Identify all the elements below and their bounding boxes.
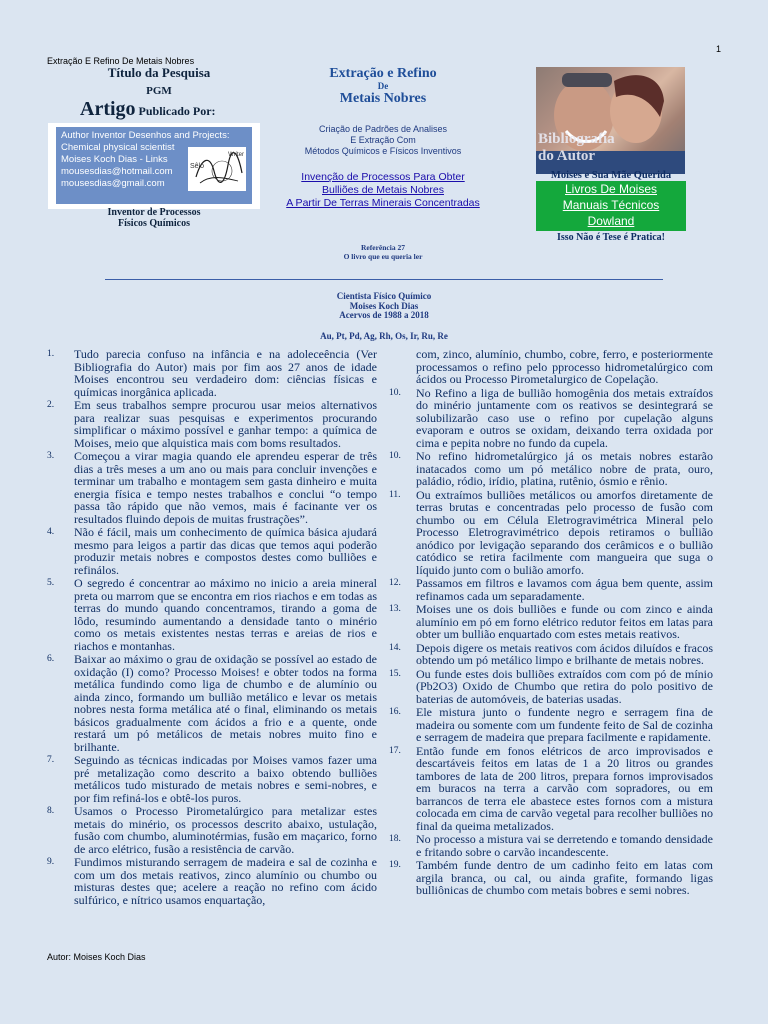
list-text: No Refino a liga de bullião homogênia dos metais extraídos do minério juntamente com os reativos se desintegrará se solubilizarão caso use o refino por cupelação alguns evaporam e outros se oxidam, deixando terra oxidada por cima e pepita nobre no fundo da cupela. [416,385,713,450]
list-number: 6. [47,654,55,664]
list-number: 12. [389,578,401,588]
sig-label: Sêlo [190,163,205,170]
invention-links [266,171,500,210]
list-item [47,348,377,398]
list-number: 17. [389,745,401,756]
list-number: 10. [389,451,401,461]
author-card[interactable] [48,123,260,209]
list-number: 13. [389,604,401,614]
list-text: No refino hidrometalúrgico já os metais nobres estarão inatacados como um pó metálico nobre de prata, ouro, paládio, ródio, irídio, platina, rutênio, ósmio e rênio. [416,449,713,488]
list-text: com, zinco, alumínio, chumbo, cobre, ferro, e posteriormente processamos o refino pelo pprocesso hidrometalúrgico com ácidos ou Processo Pirometalurgico de Copelação. [416,347,713,386]
photo-caption-line: do Autor [538,148,596,164]
published-by-label: Publicado Por: [135,104,216,118]
download-link[interactable]: Dowland [587,214,635,228]
inventor-line: Inventor de Processos [107,207,201,218]
list-number: 16. [389,707,401,717]
author-line: Cientista Físico Químico [336,291,432,301]
list-number: 2. [47,400,55,410]
subtitle-line: Métodos Químicos e Físicos Inventivos [304,146,462,156]
list-text: Passamos em filtros e lavamos com água bem quente, assim refinamos cada um separadamente. [416,576,713,603]
card-line: Moises Koch Dias - Links [61,154,168,165]
list-item [389,706,713,744]
list-text: Baixar ao máximo o grau de oxidação se possível ao estado de oxidação (I) como? Processo Moises! e obter todos na forma metálica fundindo como liga de chumbo e de alumínio ou ainda zinco, formando um bullião metálico e levar os metais nobres nesta forma metálica até o final, eliminando os metais básicos gradualmente com ácidos a frio e a quente, onde restará um pó metálicos de metais nobres muito fino e brilhante. [74,652,377,754]
pgm-label: PGM [146,85,172,97]
list-item [47,450,377,525]
right-column [389,348,713,898]
signature-stamp [188,147,246,191]
list-number: 11. [389,489,401,500]
list-number: 8. [47,806,55,816]
list-item [47,399,377,449]
author-line: Acervos de 1988 a 2018 [339,310,429,320]
photo-caption-line: Bibliografia [538,131,615,147]
artigo-word: Artigo [80,98,136,120]
left-column [47,348,377,907]
list-number: 9. [47,857,55,867]
research-title-label: Título da Pesquisa [107,65,211,80]
list-item [389,833,713,858]
practice-note: Isso Não é Tese é Pratica! [556,232,666,243]
elements-list: Au, Pt, Pd, Ag, Rh, Os, Ir, Ru, Re [320,331,448,341]
subtitle-line: Criação de Padrões de Analises [318,124,448,134]
running-header: Extração E Refino De Metais Nobres [47,56,195,66]
list-item [389,668,713,706]
list-item [47,526,377,576]
invention-link[interactable]: A Partir De Terras Minerais Concentradas [286,197,480,209]
author-photo[interactable] [536,67,685,174]
list-text: Em seus trabalhos sempre procurou usar meios alternativos para realizar suas pesquisas e experimentos procurando simplificar o máximo possível e ganhar tempo: a química de Moises, meio que alquistica mais com boms resultados. [74,398,377,450]
list-number: 5. [47,578,55,588]
list-text: Ele mistura junto o fundente negro e serragem fina de madeira ou somente com um fundente feito de Sal de cozinha e serragem de madeira que prepara facilmente e rapidamente. [416,705,713,744]
list-item [389,859,713,897]
books-box [536,181,686,231]
list-item [389,642,713,667]
author-card-inner [56,127,252,204]
list-item [389,745,713,833]
list-number: 4. [47,527,55,537]
photo-label: Moises e Sua Mãe Querida [550,170,672,181]
invention-link[interactable]: Invenção de Processos Para Obter [301,171,465,183]
books-link[interactable]: Livros De Moises [564,182,658,196]
page-number: 1 [716,44,722,54]
list-item [47,805,377,855]
card-line: mousesdias@gmail.com [61,178,165,189]
divider [105,279,663,280]
list-text: Então funde em fonos elétricos de arco improvisados e descartáveis feitos em latas de 1 a 20 litros ou grandes tambores de lata de 200 litros, prepara fornos improvisados em buracos na terra a carvão com sopradores, ou em barrancos de terra ele abastece estes fornos com a mistura colocada em cima de carvão vegetal para recolher bulliões no final da queima metalizados. [416,743,713,833]
list-text: Depois digere os metais reativos com ácidos diluídos e fracos obtendo um pó metálico limpo e brilhante de metais nobres. [416,640,713,667]
list-item [389,387,713,450]
page-footer: Autor: Moises Koch Dias [47,952,146,962]
list-number: 10. [389,387,401,398]
list-number: 15. [389,668,401,679]
list-text: Moises une os dois bulliões e funde ou com zinco e ainda alumínio em pó em forno elétrico redutor feitos em latas para obter um bullião enquartado com estes metais reativos. [416,602,713,641]
list-item [47,653,377,753]
manuals-link[interactable]: Manuais Técnicos [562,198,660,212]
list-number: 7. [47,755,55,765]
list-number: 18. [389,834,401,844]
list-text: No processo a mistura vai se derretendo e tomando densidade e fritando sobre o carvão incandescente. [416,832,713,859]
card-line: Chemical physical scientist [61,142,175,153]
list-number: 1. [47,349,55,359]
main-title [290,66,476,107]
list-number: 14. [389,642,401,653]
list-item [389,348,713,386]
title-de: De [377,81,389,91]
list-text: Usamos o Processo Pirometalúrgico para metalizar estes metais do minério, os processos descrito abaixo, ustulação, fusão com chumbo, aluminotérmias, fusão em maçarico, forno de arco elétrico, fusão a resistência de carvão. [74,804,377,856]
author-line: Moises Koch Dias [349,300,419,311]
list-text: Ou extraímos bulliões metálicos ou amorfos diretamente de terras brutas e concentradas pelo processo de fusão com chumbo ou em Célula Eletrogravimétrica Mineral pelo Processo Eletrogravimétrico depois retiramos o bullião anódico por levigação separando dos cerâmicos e o bullião catódico se retira facilmente com mangueira que suga o líquido junto com o bulião amorfo. [416,487,713,577]
inventor-label [80,207,228,229]
subtitle-block [276,124,490,157]
photo-caption [538,131,615,165]
list-item [47,577,377,652]
list-text: Fundimos misturando serragem de madeira e sal de cozinha e com um dos metais reativos, zinco alumínio ou chumbo ou misturas destes que; acelere a reação no refino com ácido sulfúrico, e nítrico usamos enquartação, [74,855,377,907]
list-item [389,489,713,577]
card-line: mousesdias@hotmail.com [61,166,173,177]
sig-label-2: Writer [228,152,244,158]
list-item [47,754,377,804]
published-by [80,98,270,121]
list-text: Tudo parecia confuso na infância e na adoleceência (Ver Bibliografia do Autor) mais por fim aos 27 anos de idade Moises encontrou seu verdadeiro dom: ciências físicas e químicas inorgânica aplicada. [74,347,377,399]
subtitle-line: E Extração Com [350,135,416,145]
list-item [47,856,377,906]
list-text: Também funde dentro de um cadinho feito em latas com argila branca, ou cal, ou ainda grafite, formando ligas bulliônicas de chumbo com metais bobres e semi nobres. [416,858,713,897]
card-line: Author Inventor Desenhos and Projects: [61,130,230,141]
invention-link[interactable]: Bulliões de Metais Nobres [322,184,444,196]
inventor-line: Físicos Químicos [118,218,190,229]
list-item [389,577,713,602]
reference-block [300,243,466,261]
list-text: Começou a virar magia quando ele aprendeu esperar de três dias a três meses a um ano ou mais para concluir invenções e terminar um trabalho e montagem sem gasta dinheiro e muita energia física e tempo nestes trabalhos e conclui “o tempo passa tão rápido que não vemos, mais é facinante ver os resultados fluindo depois de muitas frustrações”. [74,449,377,526]
reference-line: O livro que eu queria ler [343,252,423,261]
list-item [389,603,713,641]
author-block [290,292,478,321]
list-text: Não é fácil, mais um conhecimento de química básica ajudará mesmo para leigos a partir das dicas que temos aqui poderão produzir metais nobres e compostos destes como bulliões e refinálos. [74,525,377,577]
list-number: 3. [47,451,55,461]
reference-line: Referência 27 [361,243,405,252]
title-line: Metais Nobres [339,91,427,106]
list-text: O segredo é concentrar ao máximo no inicio a areia mineral preta ou marrom que se encontra em rios riachos e em todas as terras do mundo quando concentramos, tirando a goma de lôdo, resumindo aumentando a densidade tanto o minério como os metais existentes nestas terras e areias de rios e riachos e montanhas. [74,576,377,653]
title-line: Extração e Refino [329,66,437,81]
list-item [389,450,713,488]
list-text: Ou funde estes dois bulliões extraídos com com pó de mínio (Pb2O3) Oxido de Chumbo que retira do polo positivo de baterias de automóveis, de baterias usadas. [416,666,713,706]
list-text: Seguindo as técnicas indicadas por Moises vamos fazer uma pré metalização como descrito a baixo obtendo bulliões metálicos tudo misturado de metais nobres e semi-nobres, e por fim refiná-los e obtê-los puros. [74,753,377,805]
list-number: 19. [389,860,401,870]
